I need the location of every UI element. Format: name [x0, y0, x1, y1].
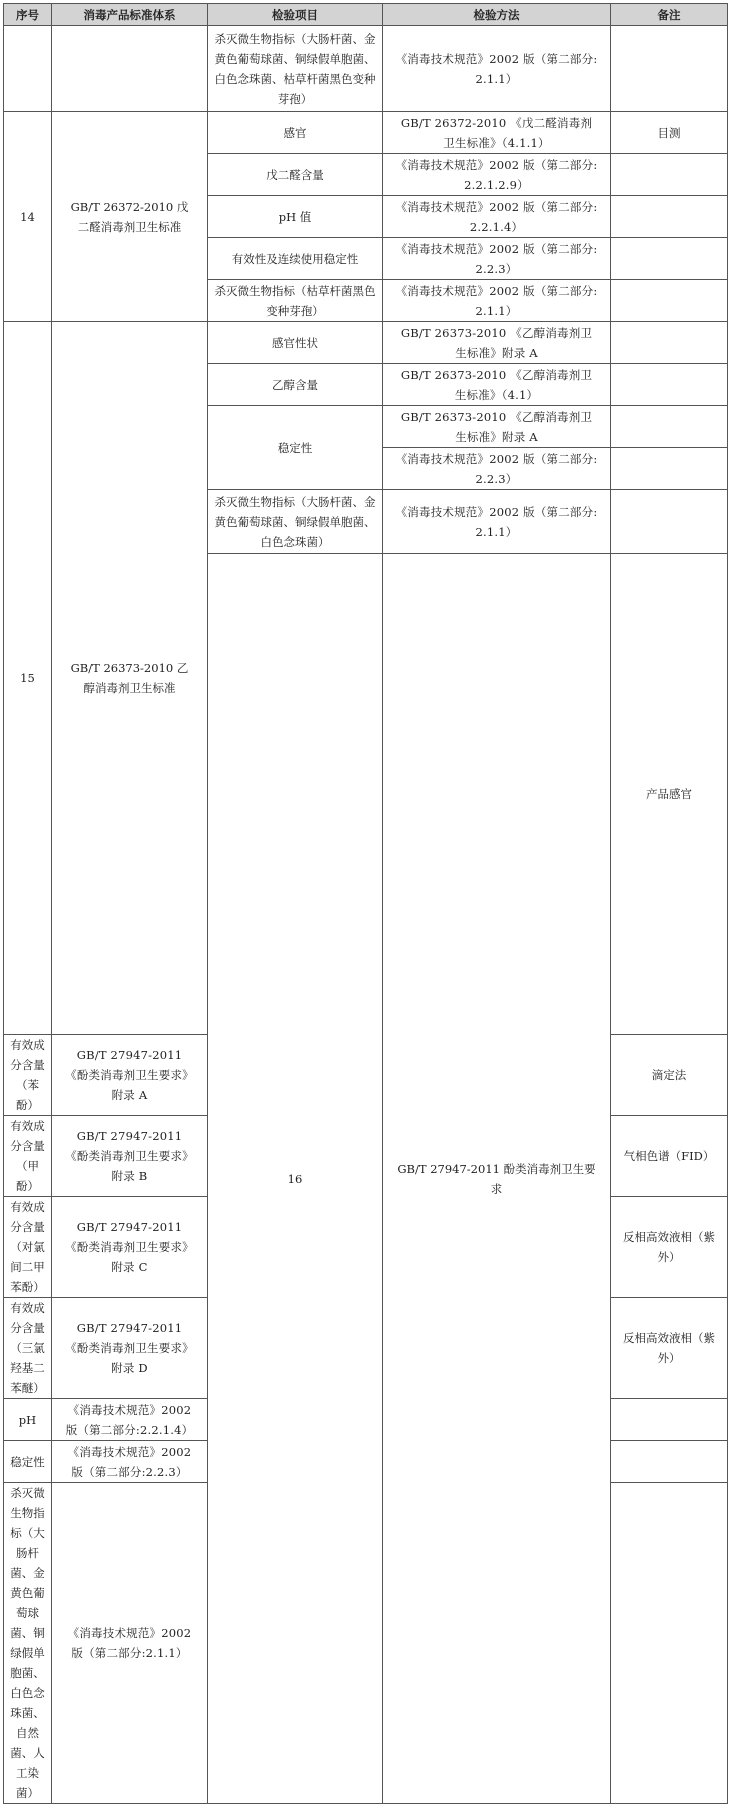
method-cell: 《消毒技术规范》2002 版（第二部分:2.2.3） — [52, 1441, 208, 1483]
remark-cell — [611, 1399, 728, 1441]
method-cell: 《消毒技术规范》2002 版（第二部分:2.1.1） — [383, 280, 611, 322]
item-cell: 杀灭微生物指标（枯草杆菌黑色变种芽孢） — [208, 280, 383, 322]
remark-cell: 气相色谱（FID） — [611, 1116, 728, 1197]
method-cell: 《消毒技术规范》2002 版（第二部分:2.1.1） — [383, 26, 611, 112]
remark-cell — [611, 448, 728, 490]
remark-cell — [611, 154, 728, 196]
item-cell: 稳定性 — [208, 406, 383, 490]
remark-cell — [611, 364, 728, 406]
header-standard: 消毒产品标准体系 — [52, 4, 208, 26]
method-cell: GB/T 27947-2011 《酚类消毒剂卫生要求》附录 C — [52, 1197, 208, 1298]
header-method: 检验方法 — [383, 4, 611, 26]
remark-cell — [611, 196, 728, 238]
standard-cell: GB/T 26373-2010 乙醇消毒剂卫生标准 — [52, 322, 208, 1035]
remark-cell — [611, 280, 728, 322]
item-cell: pH — [4, 1399, 52, 1441]
standard-cell: GB/T 27947-2011 酚类消毒剂卫生要求 — [383, 554, 611, 1804]
remark-cell: 目测 — [611, 112, 728, 154]
row-number-cell: 15 — [4, 322, 52, 1035]
method-cell: GB/T 26373-2010 《乙醇消毒剂卫生标准》附录 A — [383, 406, 611, 448]
method-cell: 《消毒技术规范》2002 版（第二部分:2.2.1.2.9） — [383, 154, 611, 196]
remark-cell — [611, 1483, 728, 1804]
table-row — [4, 112, 728, 154]
item-cell: 杀灭微生物指标（大肠杆菌、金黄色葡萄球菌、铜绿假单胞菌、白色念珠菌） — [208, 490, 383, 554]
remark-cell — [611, 26, 728, 112]
method-cell: 《消毒技术规范》2002 版（第二部分:2.2.1.4） — [383, 196, 611, 238]
standard-cell — [52, 26, 208, 112]
item-cell: 有效成分含量（三氯羟基二苯醚） — [4, 1298, 52, 1399]
remark-cell — [611, 1441, 728, 1483]
item-cell: 有效成分含量（苯酚） — [4, 1035, 52, 1116]
method-cell: GB/T 27947-2011 《酚类消毒剂卫生要求》附录 D — [52, 1298, 208, 1399]
remark-cell — [611, 490, 728, 554]
header-row — [4, 4, 728, 26]
item-cell: 有效成分含量（对氯间二甲苯酚） — [4, 1197, 52, 1298]
header-remark: 备注 — [611, 4, 728, 26]
row-number-cell: 14 — [4, 112, 52, 322]
table-row — [4, 322, 728, 364]
method-cell: GB/T 27947-2011 《酚类消毒剂卫生要求》附录 B — [52, 1116, 208, 1197]
item-cell: 杀灭微生物指标（大肠杆菌、金黄色葡萄球菌、铜绿假单胞菌、白色念珠菌、自然菌、人工染菌） — [4, 1483, 52, 1804]
item-cell: 感官性状 — [208, 322, 383, 364]
remark-cell: 滴定法 — [611, 1035, 728, 1116]
method-cell: 《消毒技术规范》2002 版（第二部分:2.2.3） — [383, 238, 611, 280]
item-cell: 有效成分含量（甲酚） — [4, 1116, 52, 1197]
table-row — [4, 26, 728, 112]
item-cell: 杀灭微生物指标（大肠杆菌、金黄色葡萄球菌、铜绿假单胞菌、白色念珠菌、枯草杆菌黑色变种芽孢） — [208, 26, 383, 112]
method-cell: GB/T 26373-2010 《乙醇消毒剂卫生标准》附录 A — [383, 322, 611, 364]
method-cell: GB/T 26372-2010 《戊二醛消毒剂卫生标准》（4.1.1） — [383, 112, 611, 154]
method-cell: 《消毒技术规范》2002 版（第二部分:2.2.1.4） — [52, 1399, 208, 1441]
item-cell: pH 值 — [208, 196, 383, 238]
item-cell: 乙醇含量 — [208, 364, 383, 406]
remark-cell — [611, 406, 728, 448]
method-cell: GB/T 26373-2010 《乙醇消毒剂卫生标准》（4.1） — [383, 364, 611, 406]
remark-cell — [611, 322, 728, 364]
remark-cell: 反相高效液相（紫外） — [611, 1197, 728, 1298]
row-number-cell: 16 — [208, 554, 383, 1804]
item-cell: 戊二醛含量 — [208, 154, 383, 196]
header-no: 序号 — [4, 4, 52, 26]
standards-table — [3, 3, 728, 1804]
remark-cell: 反相高效液相（紫外） — [611, 1298, 728, 1399]
method-cell: 《消毒技术规范》2002 版（第二部分:2.1.1） — [52, 1483, 208, 1804]
remark-cell — [611, 238, 728, 280]
item-cell: 感官 — [208, 112, 383, 154]
method-cell: 《消毒技术规范》2002 版（第二部分:2.1.1） — [383, 490, 611, 554]
header-item: 检验项目 — [208, 4, 383, 26]
standard-cell: GB/T 26372-2010 戊二醛消毒剂卫生标准 — [52, 112, 208, 322]
method-cell: GB/T 27947-2011 《酚类消毒剂卫生要求》附录 A — [52, 1035, 208, 1116]
row-number-cell — [4, 26, 52, 112]
method-cell: 《消毒技术规范》2002 版（第二部分:2.2.3） — [383, 448, 611, 490]
item-cell: 有效性及连续使用稳定性 — [208, 238, 383, 280]
item-cell: 稳定性 — [4, 1441, 52, 1483]
item-cell: 产品感官 — [611, 554, 728, 1035]
